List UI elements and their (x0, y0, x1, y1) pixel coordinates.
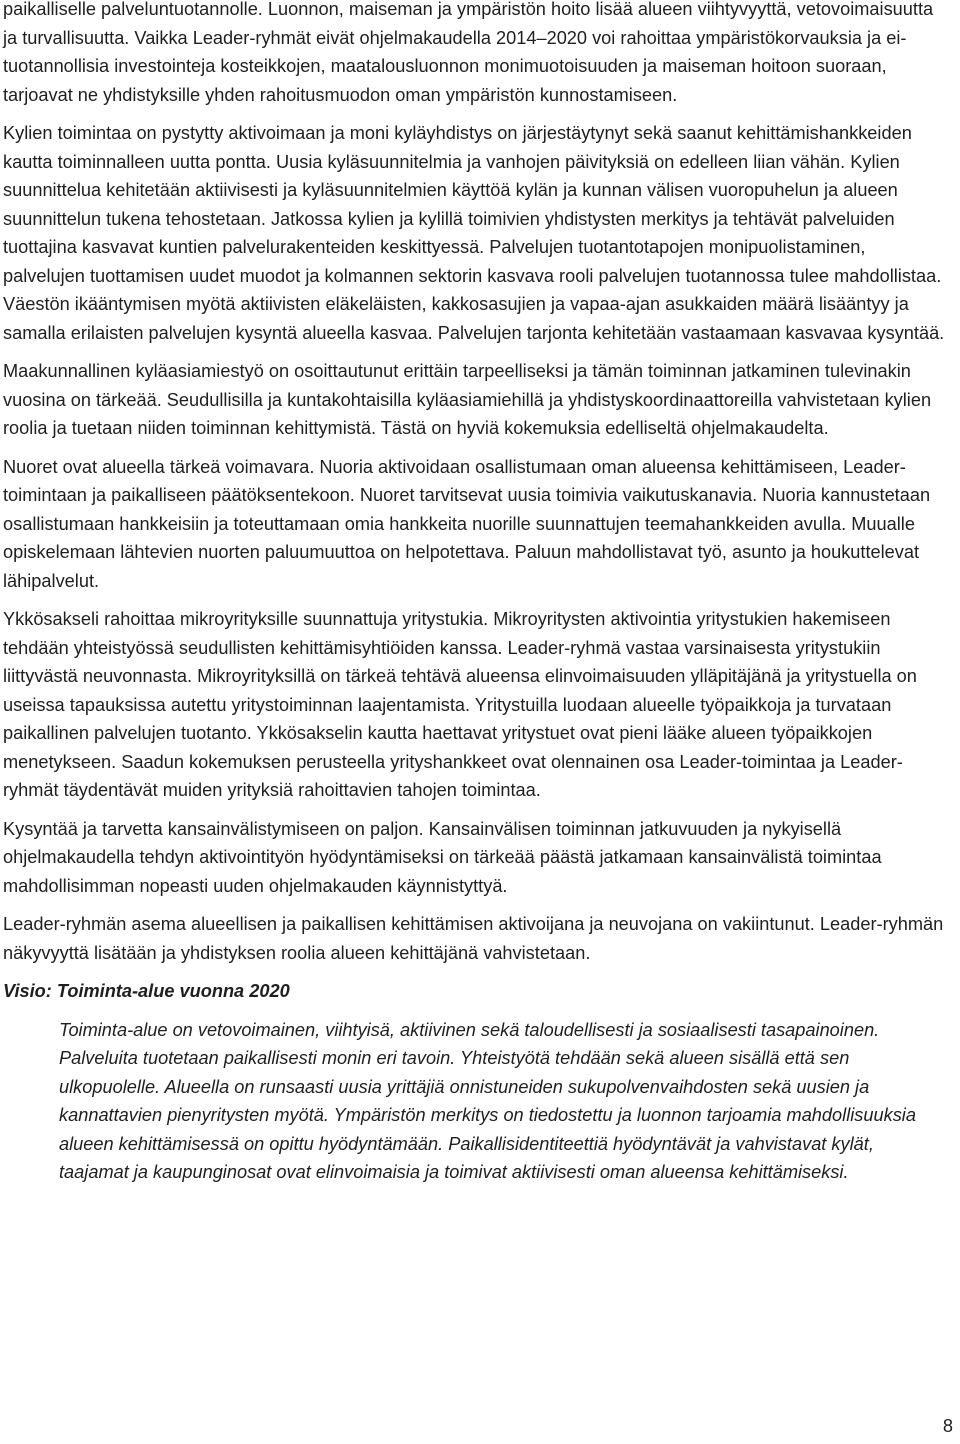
paragraph-internationalization: Kysyntää ja tarvetta kansainvälistymiseen on paljon. Kansainvälisen toiminnan jatkuvuuden ja nykyisellä ohjelmakaudella tehdyn aktivointityön hyödyntämiseksi on tärkeää päästä jatkamaan kansainvälistä toimintaa mahdollisimman nopeasti uuden ohjelmakauden käynnistyttyä. (3, 818, 882, 896)
document-body (3, 0, 948, 1187)
paragraph-youth: Nuoret ovat alueella tärkeä voimavara. Nuoria aktivoidaan osallistumaan oman alueensa kehittämiseen, Leader-toimintaan ja paikalliseen päätöksentekoon. Nuoret tarvitsevat uusia toimivia vaikutuskanavia. Nuoria kannustetaan osallistumaan hankkeisiin ja toteuttamaan omia hankkeita nuorille suunnattujen teemahankkeiden avulla. Muualle opiskelemaan lähtevien nuorten paluumuuttoa on helpotettava. Paluun mahdollistavat työ, asunto ja houkuttelevat lähipalvelut. (3, 456, 931, 591)
page-number: 8 (942, 1416, 953, 1436)
paragraph-village-officers: Maakunnallinen kyläasiamiestyö on osoittautunut erittäin tarpeelliseksi ja tämän toiminnan jatkaminen tulevinakin vuosina on tärkeää. Seudullisilla ja kuntakohtaisilla kyläasiamiehillä ja yhdistyskoordinaattoreilla vahvistetaan kylien roolia ja tuetaan niiden toiminnan kehittymistä. Tästä on hyviä kokemuksia edelliseltä ohjelmakaudelta. (3, 361, 932, 438)
paragraph-leader-group: Leader-ryhmän asema alueellisen ja paikallisen kehittämisen aktivoijana ja neuvojana on vakiintunut. Leader-ryhmän näkyvyyttä lisätään ja yhdistyksen roolia alueen kehittäjänä vahvistetaan. (3, 914, 944, 963)
paragraph-villages: Kylien toimintaa on pystytty aktivoimaan ja moni kyläyhdistys on järjestäytynyt sekä saanut kehittämishankkeiden kautta toiminnalleen uutta pontta. Uusia kyläsuunnitelmia ja vanhojen päivityksiä on edelleen liian vähän. Kylien suunnittelua kehitetään aktiivisesti ja kyläsuunnitelmien käyttöä kylän ja kunnan välisen vuoropuhelun ja alueen suunnittelun tukena tehostetaan. Jatkossa kylien ja kylillä toimivien yhdistysten merkitys ja tehtävät palveluiden tuottajina kasvavat kuntien palvelurakenteiden keskittyessä. Palvelujen tuotantotapojen monipuolistaminen, palvelujen tuottamisen uudet muodot ja kolmannen sektorin kasvava rooli palvelujen tuotannossa tulee mahdollistaa. Väestön ikääntymisen myötä aktiivisten eläkeläisten, kakkosasujien ja vapaa-ajan asukkaiden määrä lisääntyy ja samalla erilaisten palvelujen kysyntä alueella kasvaa. Palvelujen tarjonta kehitetään vastaamaan kasvavaa kysyntää. (3, 123, 945, 343)
paragraph-environment: paikalliselle palveluntuotannolle. Luonnon, maiseman ja ympäristön hoito lisää alueen viihtyvyyttä, vetovoimaisuutta ja turvallisuutta. Vaikka Leader-ryhmät eivät ohjelmakaudella 2014–2020 voi rahoittaa ympäristökorvauksia ja ei-tuotannollisia investointeja kosteikkojen, maatalousluonnon monimuotoisuuden ja maiseman hoitoon suoraan, tarjoavat ne yhdistyksille yhden rahoitusmuodon oman ympäristön kunnostamiseen. (3, 0, 934, 105)
paragraph-microenterprises: Ykkösakseli rahoittaa mikroyrityksille suunnattuja yritystukia. Mikroyritysten aktivointia yritystukien hakemiseen tehdään yhteistyössä seudullisten kehittämisyhtiöiden kanssa. Leader-ryhmä vastaa varsinaisesta yritystukiin liittyvästä neuvonnasta. Mikroyrityksillä on tärkeä tehtävä alueensa elinvoimaisuuden ylläpitäjänä ja yritystuella on useissa tapauksissa autettu yritystoiminnan laajentamista. Yritystuilla luodaan alueelle työpaikkoja ja turvataan paikallinen palvelujen tuotanto. Ykkösakselin kautta haettavat yritystuet ovat pieni lääke alueen työpaikkojen menetykseen. Saadun kokemuksen perusteella yrityshankkeet ovat olennainen osa Leader-toimintaa ja Leader-ryhmät täydentävät muiden yrityksiä rahoittavien tahojen toimintaa. (3, 609, 917, 800)
vision-heading: Visio: Toiminta-alue vuonna 2020 (3, 981, 290, 1001)
vision-text: Toiminta-alue on vetovoimainen, viihtyisä, aktiivinen sekä taloudellisesti ja sosiaalisesti tasapainoinen. Palveluita tuotetaan paikallisesti monin eri tavoin. Yhteistyötä tehdään sekä alueen sisällä että sen ulkopuolelle. Alueella on runsaasti uusia yrittäjiä onnistuneiden sukupolvenvaihdosten sekä uusien ja kannattavien pienyritysten myötä. Ympäristön merkitys on tiedostettu ja luonnon tarjoamia mahdollisuuksia alueen kehittämisessä on opittu hyödyntämään. Paikallisidentiteettiä hyödyntävät ja vahvistavat kylät, taajamat ja kaupunginosat ovat elinvoimaisia ja toimivat aktiivisesti oman alueensa kehittämiseksi. (59, 1019, 916, 1182)
